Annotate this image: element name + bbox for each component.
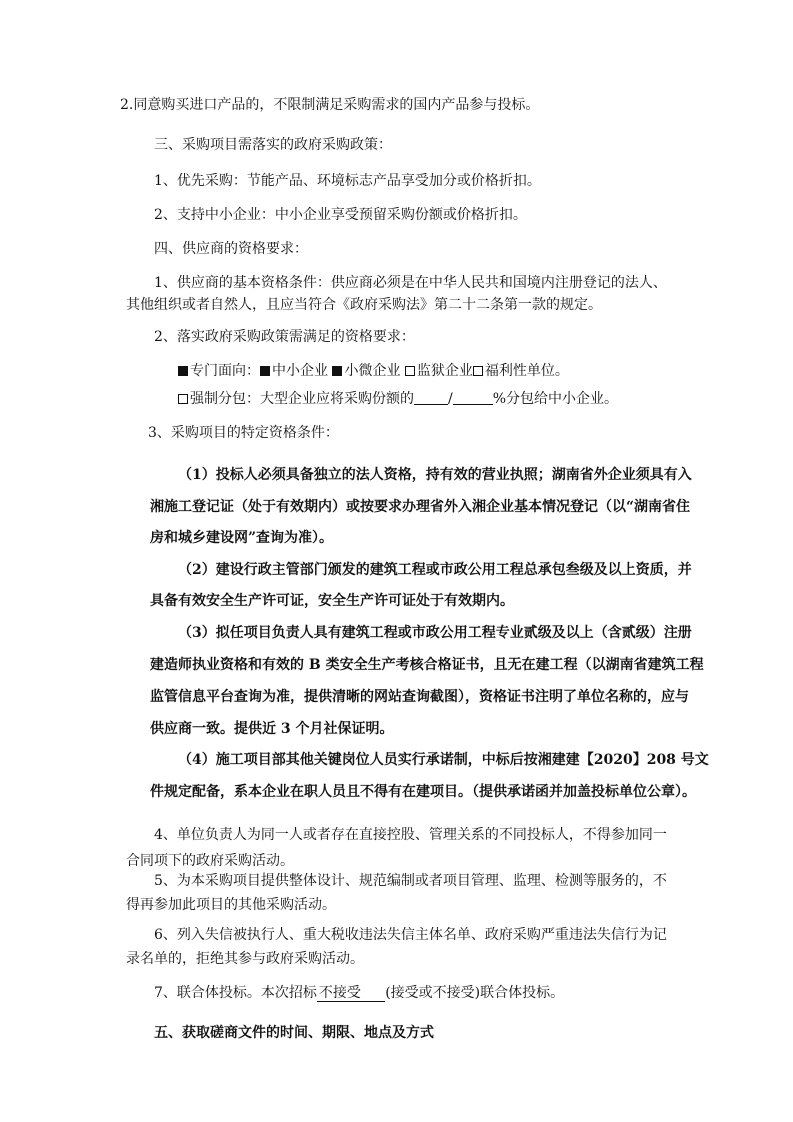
text-line: 录名单的，拒绝其参与政府采购活动。 <box>126 951 364 967</box>
consortium-line: 7、联合体投标。本次招标 不接受 (接受或不接受)联合体投标。 <box>154 985 565 1001</box>
blank-underline <box>453 390 493 405</box>
text-line: 1、优先采购：节能产品、环境标志产品享受加分或价格折扣。 <box>154 173 541 189</box>
set-aside-options: 专门面向： 中小企业 小微企业 监狱企业 福利性单位。 <box>178 362 569 380</box>
consortium-value: 不接受 <box>317 985 385 1002</box>
text-line: 供应商一致。提供近 3 个月社保证明。 <box>150 721 394 737</box>
text-line: 件规定配备，系本企业在职人员且不得有在建项目。（提供承诺函并加盖投标单位公章）。 <box>150 784 696 800</box>
text-line: 2、落实政府采购政策需满足的资格要求： <box>154 329 415 345</box>
section-heading: 三、采购项目需落实的政府采购政策： <box>154 137 392 153</box>
text-line: 2.同意购买进口产品的，不限制满足采购需求的国内产品参与投标。 <box>120 97 540 113</box>
text-line: 房和城乡建设网”查询为准）。 <box>150 530 334 546</box>
text-line: 1、供应商的基本资格条件：供应商必须是在中华人民共和国境内注册登记的法人、 <box>154 275 667 291</box>
section-heading: 五、获取磋商文件的时间、期限、地点及方式 <box>154 1025 434 1041</box>
blank-underline <box>414 390 448 405</box>
text-line: 具备有效安全生产许可证，安全生产许可证处于有效期内。 <box>150 593 514 609</box>
mandatory-subcontract-line: 强制分包：大型企业应将采购份额的 / %分包给中小企业。 <box>178 390 618 408</box>
unchecked-box-icon <box>178 394 188 404</box>
text-line: 得再参加此项目的其他采购活动。 <box>126 897 336 913</box>
text-line: （3）拟任项目负责人具有建筑工程或市政公用工程专业贰级及以上（含贰级）注册 <box>178 625 692 641</box>
section-heading: 四、供应商的资格要求： <box>154 241 308 257</box>
checked-box-icon <box>178 366 188 376</box>
text-line: 2、支持中小企业：中小企业享受预留采购份额或价格折扣。 <box>154 207 527 223</box>
text-line: （2）建设行政主管部门颁发的建筑工程或市政公用工程总承包叁级及以上资质，并 <box>178 562 692 578</box>
text-line: （4）施工项目部其他关键岗位人员实行承诺制，中标后按湘建建【2020】208 号文 <box>178 752 709 768</box>
checked-box-icon <box>260 366 270 376</box>
text-line: 建造师执业资格和有效的 B 类安全生产考核合格证书，且无在建工程（以湖南省建筑工程 <box>150 657 704 673</box>
text-line: 3、采购项目的特定资格条件： <box>148 425 339 441</box>
text-line: 4、单位负责人为同一人或者存在直接控股、管理关系的不同投标人，不得参加同一 <box>154 827 667 843</box>
text-line: 5、为本采购项目提供整体设计、规范编制或者项目管理、监理、检测等服务的，不 <box>154 873 667 889</box>
text-line: 其他组织或者自然人，且应当符合《政府采购法》第二十二条第一款的规定。 <box>126 297 602 313</box>
text-line: 湘施工登记证（处于有效期内）或按要求办理省外入湘企业基本情况登记（以“湖南省住 <box>150 499 691 515</box>
text-line: 6、列入失信被执行人、重大税收违法失信主体名单、政府采购严重违法失信行为记 <box>154 927 667 943</box>
text-line: 合同项下的政府采购活动。 <box>126 853 294 869</box>
unchecked-box-icon <box>405 366 415 376</box>
unchecked-box-icon <box>473 366 483 376</box>
text-line: 监管信息平台查询为准，提供清晰的网站查询截图），资格证书注明了单位名称的，应与 <box>150 689 689 705</box>
checked-box-icon <box>332 366 342 376</box>
text-line: （1）投标人必须具备独立的法人资格，持有效的营业执照；湖南省外企业须具有入 <box>178 467 692 483</box>
